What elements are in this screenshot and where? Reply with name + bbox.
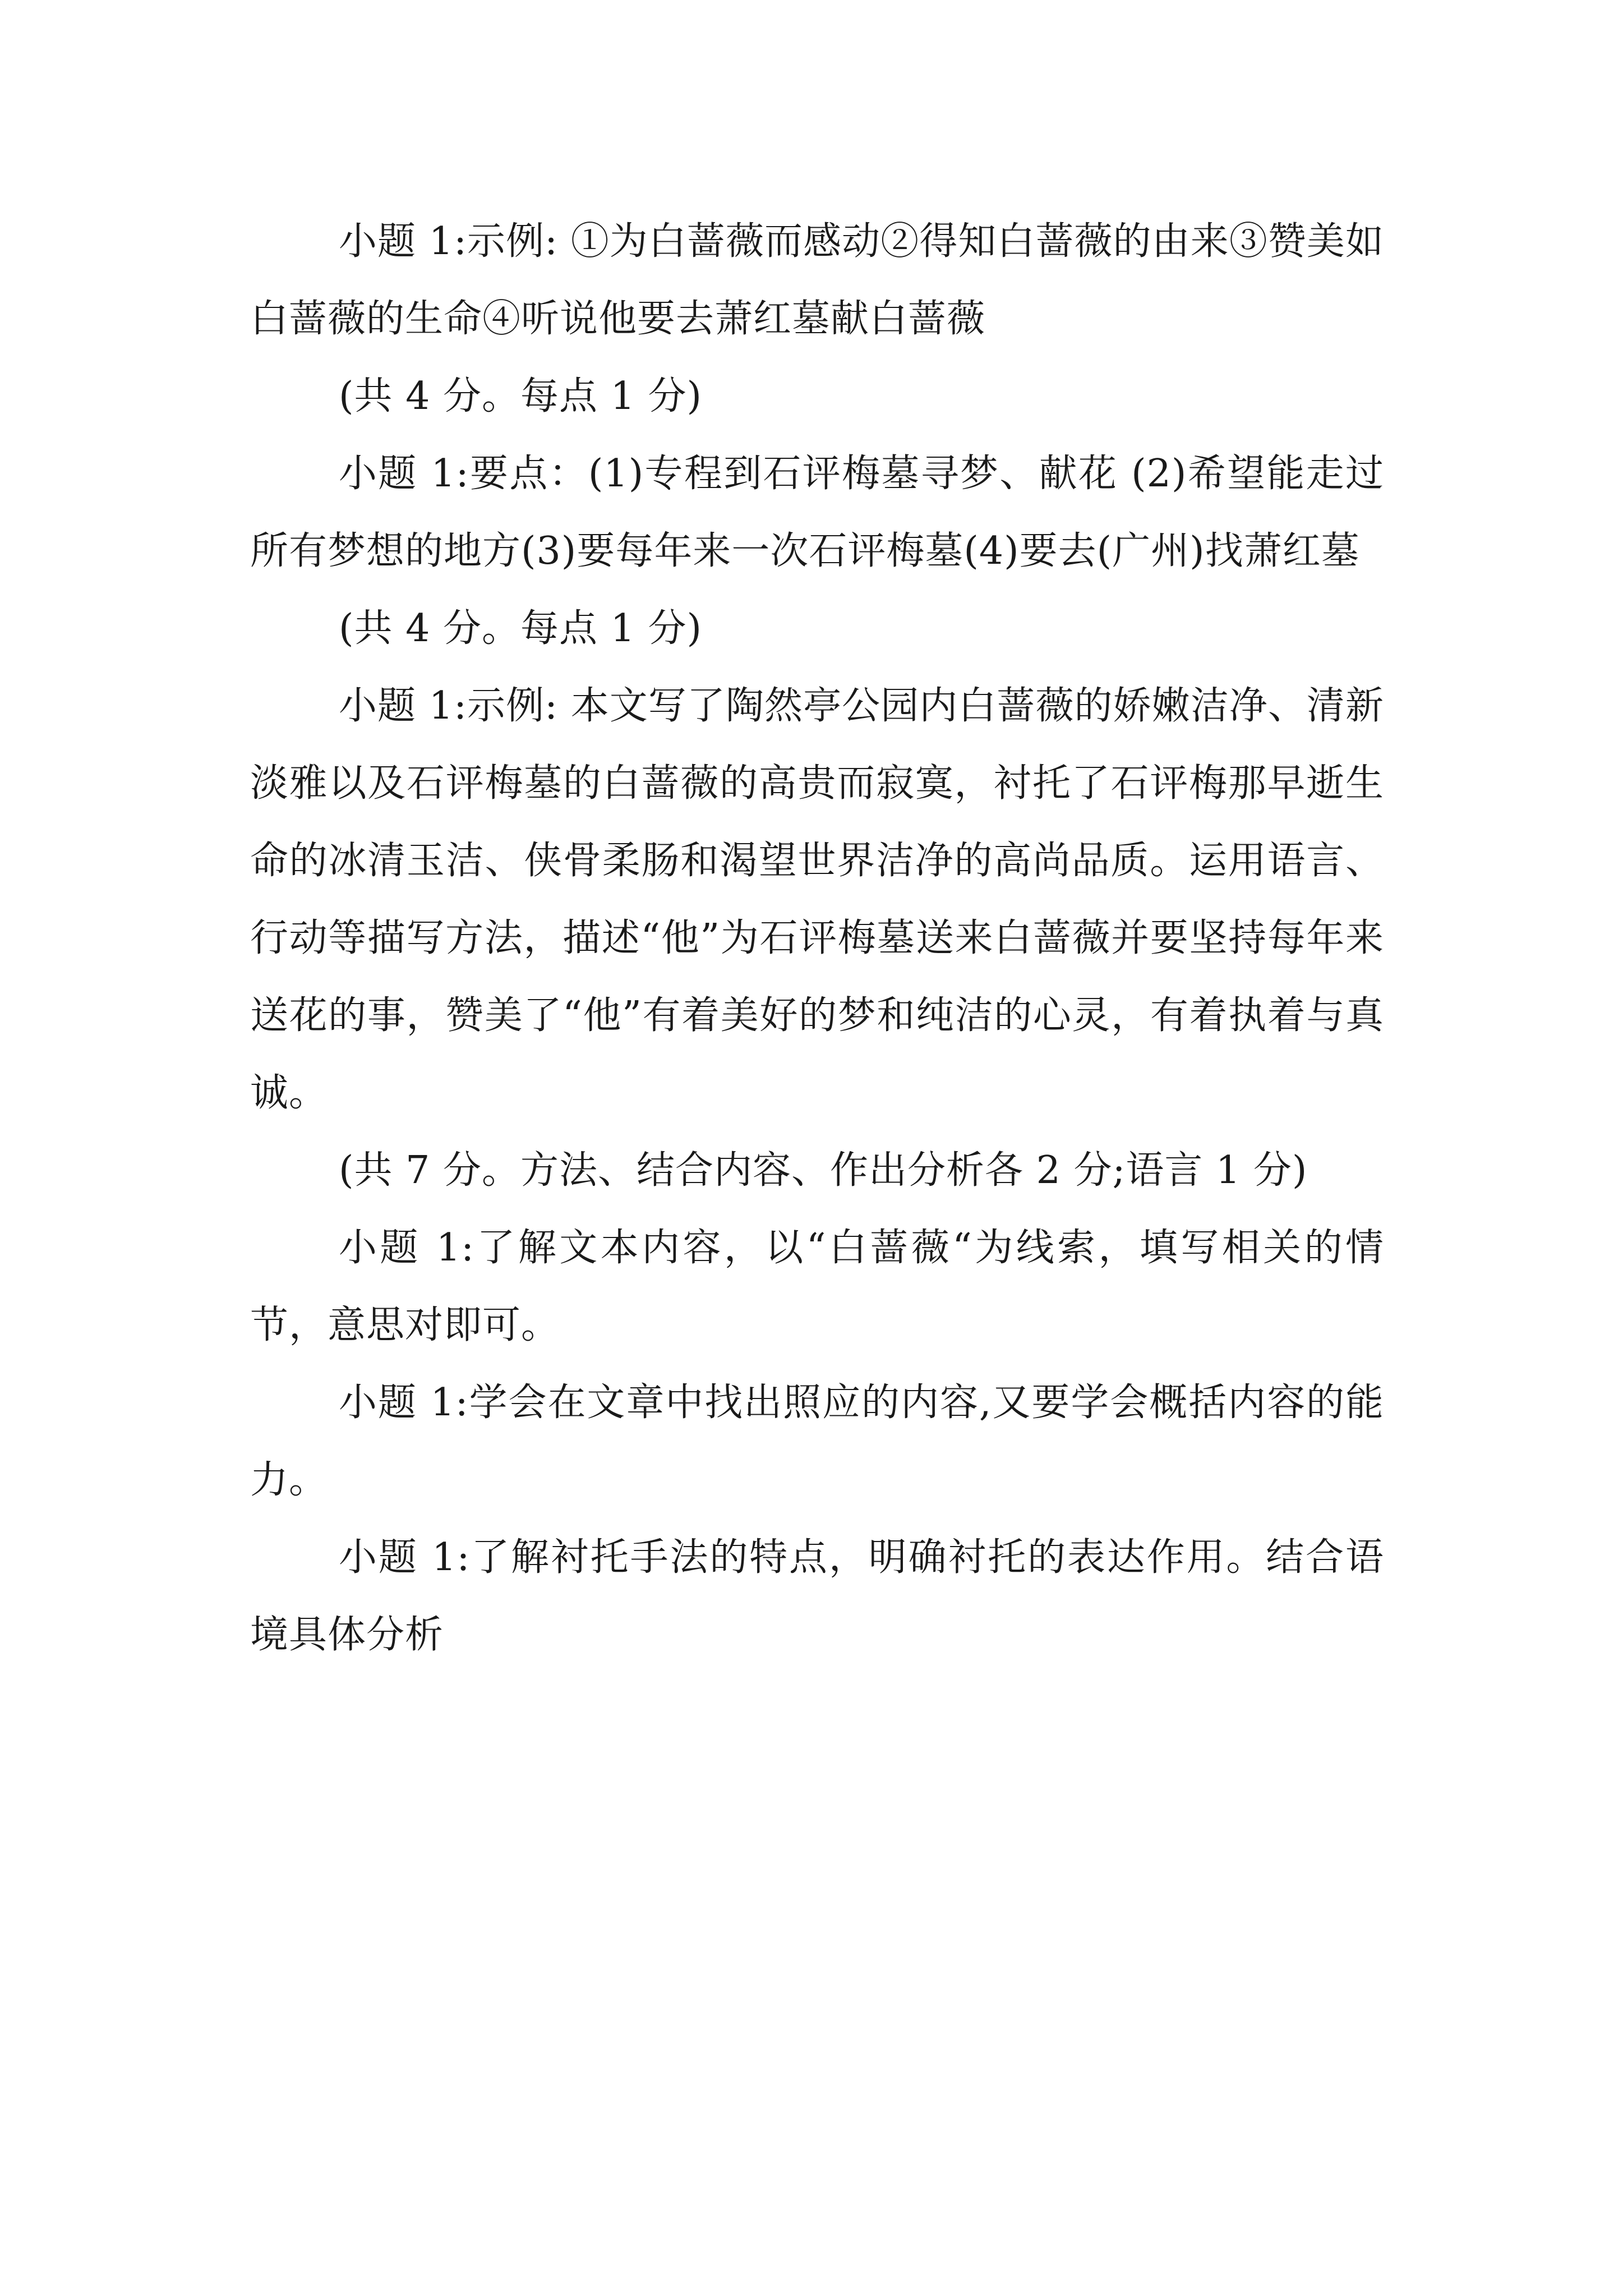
answer-paragraph-1: 小题 1:示例: ①为白蔷薇而感动②得知白蔷薇的由来③赞美如白蔷薇的生命④听说他要去萧红墓献白蔷薇: [250, 219, 1384, 341]
score-note-1: (共 4 分。每点 1 分): [339, 374, 703, 418]
analysis-paragraph-2: 小题 1:学会在文章中找出照应的内容,又要学会概括内容的能力。: [250, 1381, 1384, 1502]
analysis-paragraph-3: 小题 1:了解衬托手法的特点，明确衬托的表达作用。结合语境具体分析: [250, 1535, 1384, 1657]
answer-paragraph-3: 小题 1:示例: 本文写了陶然亭公园内白蔷薇的娇嫩洁净、清新淡雅以及石评梅墓的白蔷薇的高贵而寂寞，衬托了石评梅那早逝生命的冰清玉洁、侠骨柔肠和渴望世界洁净的高尚品质。运用语言、行动等描写方法，描述“他”为石评梅墓送来白蔷薇并要坚持每年来送花的事，赞美了“他”有着美好的梦和纯洁的心灵，有着执着与真诚。: [250, 684, 1384, 1115]
analysis-paragraph-1: 小题 1:了解文本内容，以“白蔷薇“为线索，填写相关的情节，意思对即可。: [250, 1226, 1384, 1347]
answer-paragraph-2: 小题 1:要点：(1)专程到石评梅墓寻梦、献花 (2)希望能走过所有梦想的地方(3)要每年来一次石评梅墓(4)要去(广州)找萧红墓: [250, 452, 1384, 573]
score-note-2: (共 4 分。每点 1 分): [339, 606, 703, 651]
score-note-3: (共 7 分。方法、结合内容、作出分析各 2 分;语言 1 分): [339, 1148, 1308, 1193]
document-body: [250, 203, 1384, 1674]
